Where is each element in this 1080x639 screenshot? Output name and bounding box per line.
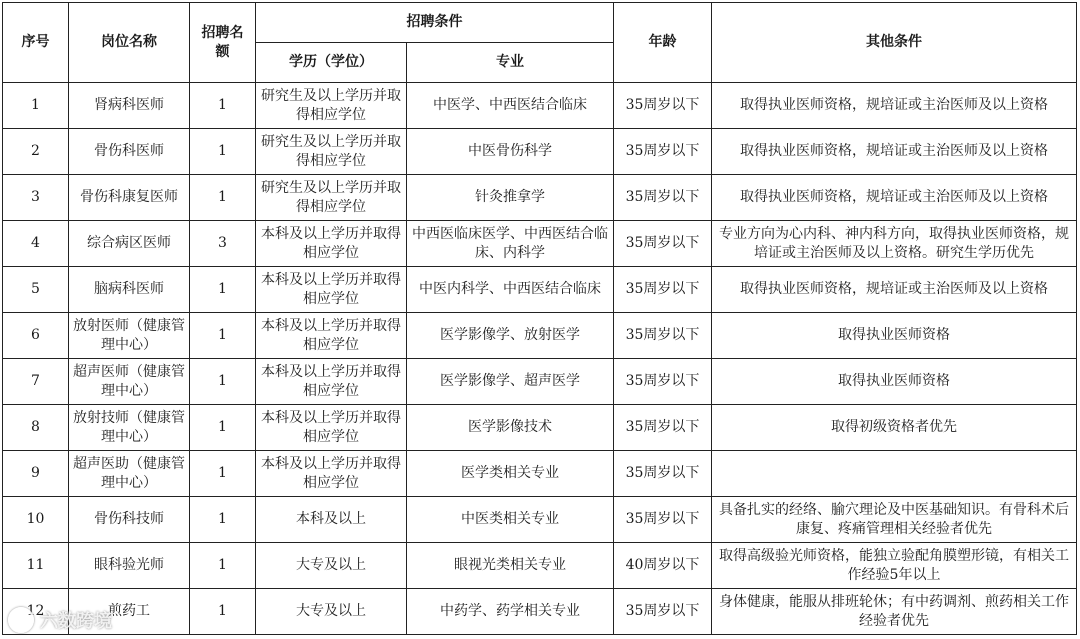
header-row-top [3, 3, 1077, 43]
cell-position: 骨伤科康复医师 [69, 175, 190, 221]
cell-other: 取得初级资格者优先 [712, 405, 1077, 451]
cell-major: 针灸推拿学 [407, 175, 614, 221]
cell-age: 35周岁以下 [614, 221, 712, 267]
cell-other: 取得执业医师资格，规培证或主治医师及以上资格 [712, 83, 1077, 129]
cell-seq: 2 [3, 129, 69, 175]
cell-quota: 1 [190, 589, 256, 635]
cell-major: 中医学、中西医结合临床 [407, 83, 614, 129]
cell-seq: 12 [3, 589, 69, 635]
cell-major: 眼视光类相关专业 [407, 543, 614, 589]
cell-position: 超声医助（健康管理中心） [69, 451, 190, 497]
cell-education: 大专及以上 [256, 543, 407, 589]
table-row [3, 589, 1077, 635]
table-row [3, 359, 1077, 405]
table-row [3, 221, 1077, 267]
cell-quota: 1 [190, 451, 256, 497]
cell-position: 骨伤科医师 [69, 129, 190, 175]
cell-position: 煎药工 [69, 589, 190, 635]
table-row [3, 267, 1077, 313]
cell-seq: 9 [3, 451, 69, 497]
cell-major: 医学影像学、超声医学 [407, 359, 614, 405]
cell-quota: 1 [190, 359, 256, 405]
cell-quota: 3 [190, 221, 256, 267]
header-seq: 序号 [3, 3, 69, 83]
cell-major: 中医类相关专业 [407, 497, 614, 543]
cell-age: 35周岁以下 [614, 129, 712, 175]
cell-major: 医学类相关专业 [407, 451, 614, 497]
cell-other: 取得执业医师资格，规培证或主治医师及以上资格 [712, 267, 1077, 313]
header-quota: 招聘名额 [190, 3, 256, 83]
cell-position: 放射技师（健康管理中心） [69, 405, 190, 451]
cell-position: 综合病区医师 [69, 221, 190, 267]
cell-major: 医学影像技术 [407, 405, 614, 451]
table-row [3, 175, 1077, 221]
cell-age: 35周岁以下 [614, 451, 712, 497]
cell-seq: 4 [3, 221, 69, 267]
cell-seq: 5 [3, 267, 69, 313]
cell-major: 中医内科学、中西医结合临床 [407, 267, 614, 313]
cell-age: 40周岁以下 [614, 543, 712, 589]
cell-other: 取得执业医师资格，规培证或主治医师及以上资格 [712, 129, 1077, 175]
cell-other: 取得执业医师资格 [712, 313, 1077, 359]
cell-major: 中医骨伤科学 [407, 129, 614, 175]
cell-seq: 3 [3, 175, 69, 221]
cell-education: 本科及以上 [256, 497, 407, 543]
header-education: 学历（学位） [256, 43, 407, 83]
cell-major: 中西医临床医学、中西医结合临床、内科学 [407, 221, 614, 267]
header-age: 年龄 [614, 3, 712, 83]
cell-quota: 1 [190, 175, 256, 221]
cell-education: 研究生及以上学历并取得相应学位 [256, 175, 407, 221]
table-body [3, 83, 1077, 635]
cell-position: 放射医师（健康管理中心） [69, 313, 190, 359]
cell-quota: 1 [190, 497, 256, 543]
cell-seq: 6 [3, 313, 69, 359]
cell-quota: 1 [190, 313, 256, 359]
header-conditions: 招聘条件 [256, 3, 614, 43]
cell-education: 本科及以上学历并取得相应学位 [256, 313, 407, 359]
header-position: 岗位名称 [69, 3, 190, 83]
cell-age: 35周岁以下 [614, 497, 712, 543]
cell-seq: 11 [3, 543, 69, 589]
watermark-text: 六数跨境 [40, 611, 112, 632]
cell-age: 35周岁以下 [614, 313, 712, 359]
header-major: 专业 [407, 43, 614, 83]
cell-quota: 1 [190, 543, 256, 589]
cell-major: 医学影像学、放射医学 [407, 313, 614, 359]
cell-age: 35周岁以下 [614, 405, 712, 451]
table-row [3, 313, 1077, 359]
cell-position: 眼科验光师 [69, 543, 190, 589]
cell-education: 本科及以上学历并取得相应学位 [256, 405, 407, 451]
cell-other [712, 451, 1077, 497]
cell-other: 专业方向为心内科、神内科方向，取得执业医师资格，规培证或主治医师及以上资格。研究生学历优先 [712, 221, 1077, 267]
table-row [3, 405, 1077, 451]
cell-age: 35周岁以下 [614, 175, 712, 221]
cell-major: 中药学、药学相关专业 [407, 589, 614, 635]
cell-quota: 1 [190, 267, 256, 313]
cell-seq: 10 [3, 497, 69, 543]
cell-education: 本科及以上学历并取得相应学位 [256, 267, 407, 313]
cell-quota: 1 [190, 83, 256, 129]
cell-quota: 1 [190, 405, 256, 451]
table-row [3, 129, 1077, 175]
cell-other: 取得执业医师资格 [712, 359, 1077, 405]
cell-age: 35周岁以下 [614, 589, 712, 635]
table-row [3, 543, 1077, 589]
cell-age: 35周岁以下 [614, 267, 712, 313]
cell-position: 超声医师（健康管理中心） [69, 359, 190, 405]
cell-education: 本科及以上学历并取得相应学位 [256, 221, 407, 267]
table-row [3, 497, 1077, 543]
cell-position: 脑病科医师 [69, 267, 190, 313]
cell-seq: 1 [3, 83, 69, 129]
table-row [3, 451, 1077, 497]
cell-other: 取得高级验光师资格，能独立验配角膜塑形镜，有相关工作经验5年以上 [712, 543, 1077, 589]
cell-education: 研究生及以上学历并取得相应学位 [256, 129, 407, 175]
cell-seq: 7 [3, 359, 69, 405]
cell-other: 身体健康，能服从排班轮休；有中药调剂、煎药相关工作经验者优先 [712, 589, 1077, 635]
cell-education: 研究生及以上学历并取得相应学位 [256, 83, 407, 129]
cell-education: 大专及以上 [256, 589, 407, 635]
cell-seq: 8 [3, 405, 69, 451]
table-row [3, 83, 1077, 129]
cell-position: 骨伤科技师 [69, 497, 190, 543]
cell-position: 肾病科医师 [69, 83, 190, 129]
recruitment-table-container [2, 2, 1077, 635]
cell-education: 本科及以上学历并取得相应学位 [256, 451, 407, 497]
cell-quota: 1 [190, 129, 256, 175]
cell-age: 35周岁以下 [614, 83, 712, 129]
recruitment-table [2, 2, 1077, 635]
cell-other: 取得执业医师资格，规培证或主治医师及以上资格 [712, 175, 1077, 221]
header-other: 其他条件 [712, 3, 1077, 83]
cell-education: 本科及以上学历并取得相应学位 [256, 359, 407, 405]
cell-other: 具备扎实的经络、腧穴理论及中医基础知识。有骨科术后康复、疼痛管理相关经验者优先 [712, 497, 1077, 543]
cell-age: 35周岁以下 [614, 359, 712, 405]
